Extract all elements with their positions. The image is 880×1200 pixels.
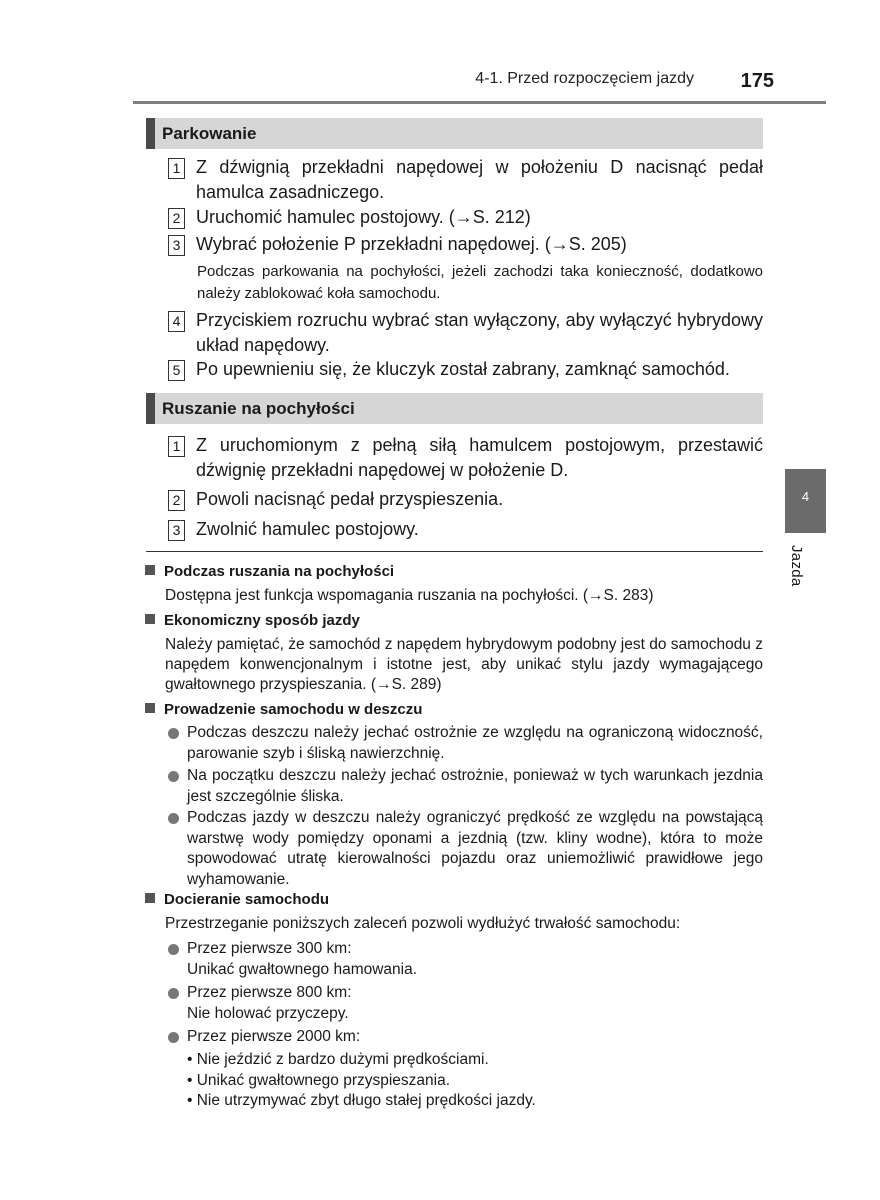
note-heading-rain (145, 700, 422, 720)
step-text: Wybrać położenie P przekładni napędowej. (→S. 205) (196, 234, 627, 254)
hill-step-3 (168, 517, 763, 542)
bullet-text: Podczas deszczu należy jechać ostrożnie ze względu na ograniczoną widoczność, parowanie szyb i śliską nawierzchnię. (187, 724, 763, 762)
step-number: 4 (168, 311, 185, 332)
parking-note: Podczas parkowania na pochyłości, jeżeli zachodzi taka konieczność, dodatkowo należy zablokować koła samochodu. (197, 263, 763, 302)
parking-step-1 (168, 155, 763, 205)
break-in-item-1 (168, 939, 763, 980)
step-number: 2 (168, 208, 185, 229)
step-text: Po upewnieniu się, że kluczyk został zabrany, zamknąć samochód. (196, 359, 730, 379)
running-header: 4-1. Przed rozpoczęciem jazdy (475, 70, 694, 87)
square-bullet-icon (145, 703, 155, 713)
break-in-sub-1: • Nie jeździć z bardzo dużymi prędkościami. (187, 1051, 489, 1068)
step-number: 2 (168, 490, 185, 511)
note-heading-text: Prowadzenie samochodu w deszczu (164, 701, 423, 718)
bullet-text: Na początku deszczu należy jechać ostrożnie, ponieważ w tych warunkach jezdnia jest szczególnie śliska. (187, 767, 763, 805)
section-heading-parking: Parkowanie (146, 118, 763, 149)
step-text: Powoli nacisnąć pedał przyspieszenia. (196, 489, 504, 509)
rain-bullet-1 (168, 723, 763, 764)
circle-bullet-icon (168, 728, 179, 739)
rain-bullet-3 (168, 808, 763, 890)
circle-bullet-icon (168, 813, 179, 824)
square-bullet-icon (145, 565, 155, 575)
circle-bullet-icon (168, 771, 179, 782)
step-number: 5 (168, 360, 185, 381)
step-text: Z dźwignią przekładni napędowej w położeniu D nacisnąć pedał hamulca zasadniczego. (196, 157, 763, 202)
chapter-tab: 4 (785, 469, 826, 533)
circle-bullet-icon (168, 944, 179, 955)
note-heading-text: Podczas ruszania na pochyłości (164, 563, 395, 580)
bullet-text: Przez pierwsze 300 km: (187, 940, 352, 957)
step-number: 3 (168, 235, 185, 256)
note-heading-break-in (145, 890, 329, 910)
note-text-break-in: Przestrzeganie poniższych zaleceń pozwoli wydłużyć trwałość samochodu: (165, 915, 681, 932)
bullet-text: Podczas jazdy w deszczu należy ograniczyć prędkość ze względu na powstającą warstwę wody pomiędzy oponami a jezdnią (tzw. kliny wodne), która to może spowodować utratę kierowalności pojazdu oraz uniemożliwić prawidłowe jego wyhamowanie. (187, 809, 763, 888)
bullet-text: Przez pierwsze 2000 km: (187, 1028, 361, 1045)
parking-step-3 (168, 232, 763, 257)
note-text-hill-start: Dostępna jest funkcja wspomagania ruszania na pochyłości. (→S. 283) (165, 587, 654, 604)
bullet-detail: Nie holować przyczepy. (187, 1004, 349, 1022)
page-number: 175 (740, 70, 774, 92)
break-in-sub-2: • Unikać gwałtownego przyspieszania. (187, 1072, 451, 1089)
step-number: 1 (168, 436, 185, 457)
section-divider (146, 551, 763, 552)
circle-bullet-icon (168, 988, 179, 999)
header-rule (133, 101, 826, 104)
circle-bullet-icon (168, 1032, 179, 1043)
step-number: 3 (168, 520, 185, 541)
note-heading-text: Docieranie samochodu (164, 891, 330, 908)
break-in-sub-3: • Nie utrzymywać zbyt długo stałej prędkości jazdy. (187, 1092, 536, 1109)
square-bullet-icon (145, 614, 155, 624)
chapter-label: Jazda (788, 545, 805, 587)
step-number: 1 (168, 158, 185, 179)
note-heading-text: Ekonomiczny sposób jazdy (164, 612, 360, 629)
break-in-item-2 (168, 983, 763, 1024)
bullet-detail: Unikać gwałtownego hamowania. (187, 960, 418, 978)
hill-step-2 (168, 487, 763, 512)
hill-step-1 (168, 433, 763, 483)
break-in-item-3 (168, 1027, 763, 1048)
rain-bullet-2 (168, 766, 763, 807)
step-text: Uruchomić hamulec postojowy. (→S. 212) (196, 207, 531, 227)
note-heading-eco (145, 611, 360, 631)
parking-step-2 (168, 205, 763, 230)
note-text-eco: Należy pamiętać, że samochód z napędem hybrydowym podobny jest do samochodu z napędem konwencjonalnym i istotne jest, aby unikać stylu jazdy wymagającego gwałtownego przyspieszania. (→S. 289) (165, 636, 763, 693)
parking-step-5 (168, 357, 763, 382)
step-text: Przyciskiem rozruchu wybrać stan wyłączony, aby wyłączyć hybrydowy układ napędowy. (196, 310, 763, 355)
parking-step-4 (168, 308, 763, 358)
note-heading-hill-start (145, 562, 394, 582)
square-bullet-icon (145, 893, 155, 903)
section-heading-hill-start: Ruszanie na pochyłości (146, 393, 763, 424)
step-text: Zwolnić hamulec postojowy. (196, 519, 419, 539)
bullet-text: Przez pierwsze 800 km: (187, 984, 352, 1001)
step-text: Z uruchomionym z pełną siłą hamulcem postojowym, przestawić dźwignię przekładni napędowej w położenie D. (196, 435, 763, 480)
